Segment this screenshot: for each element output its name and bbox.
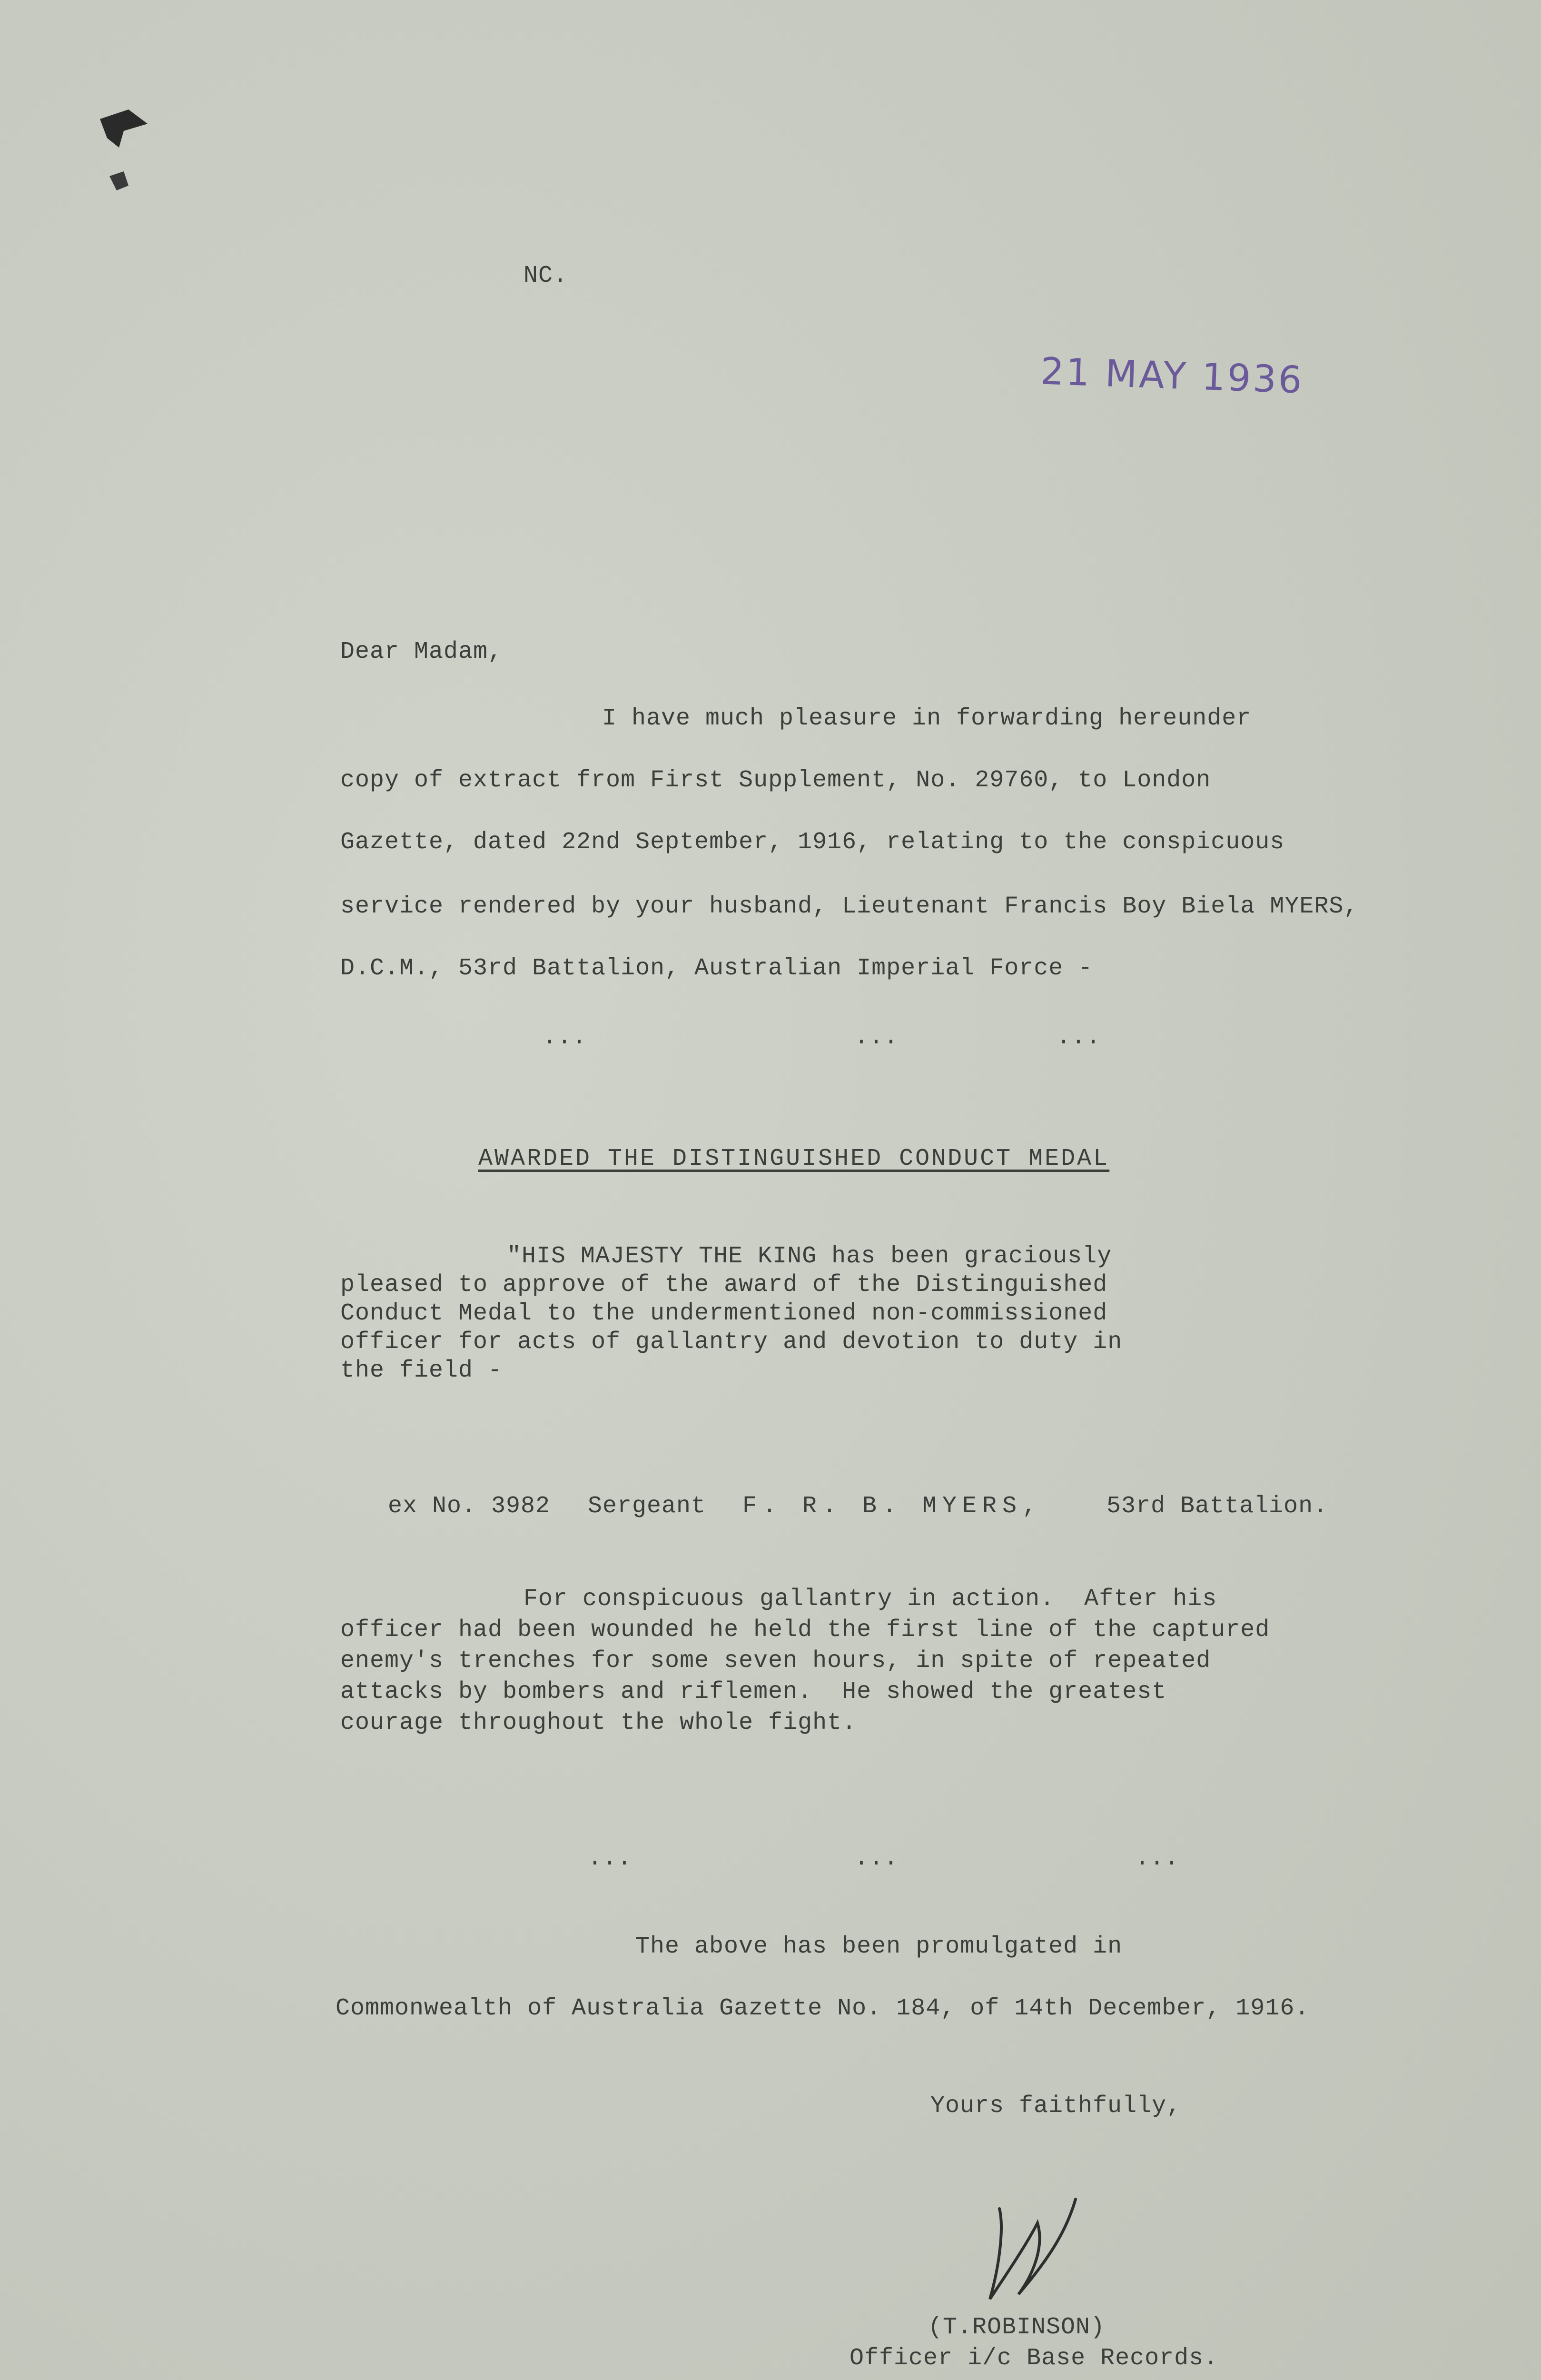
- ellipsis: ...: [854, 1845, 899, 1872]
- signatory-name: (T.ROBINSON): [928, 2314, 1106, 2341]
- promulgation-line: The above has been promulgated in: [635, 1933, 1123, 1960]
- ink-blot-mark: [90, 105, 157, 209]
- salutation: Dear Madam,: [340, 638, 503, 665]
- closing: Yours faithfully,: [930, 2092, 1182, 2120]
- citation-line: attacks by bombers and riflemen. He showed the greatest: [340, 1678, 1167, 1706]
- quote-line: pleased to approve of the award of the Distinguished: [340, 1271, 1108, 1299]
- citation-line: For conspicuous gallantry in action. After his: [524, 1586, 1217, 1613]
- ellipsis: ...: [1135, 1845, 1180, 1872]
- intro-line: Gazette, dated 22nd September, 1916, relating to the conspicuous: [340, 829, 1285, 856]
- citation-line: courage throughout the whole fight.: [340, 1709, 857, 1736]
- ellipsis: ...: [588, 1845, 632, 1872]
- quote-line: "HIS MAJESTY THE KING has been graciously: [507, 1243, 1112, 1270]
- recipient-unit: 53rd Battalion.: [1106, 1493, 1328, 1520]
- ellipsis: ...: [854, 1024, 899, 1051]
- recipient-rank: Sergeant: [588, 1493, 706, 1520]
- signature: [971, 2190, 1114, 2313]
- intro-line: I have much pleasure in forwarding hereunder: [602, 705, 1252, 732]
- recipient-name: F. R. B. MYERS,: [742, 1493, 1043, 1520]
- citation-line: officer had been wounded he held the first line of the captured: [340, 1616, 1270, 1644]
- reference-number: NC.: [524, 262, 568, 289]
- signatory-title: Officer i/c Base Records.: [850, 2345, 1219, 2372]
- recipient-number: ex No. 3982: [388, 1493, 551, 1520]
- intro-line: service rendered by your husband, Lieutenant Francis Boy Biela MYERS,: [340, 893, 1359, 920]
- award-heading: AWARDED THE DISTINGUISHED CONDUCT MEDAL: [478, 1145, 1110, 1172]
- intro-line: copy of extract from First Supplement, No. 29760, to London: [340, 767, 1211, 794]
- quote-line: Conduct Medal to the undermentioned non-commissioned: [340, 1300, 1108, 1327]
- promulgation-line: Commonwealth of Australia Gazette No. 184, of 14th December, 1916.: [336, 1995, 1310, 2022]
- intro-line: D.C.M., 53rd Battalion, Australian Imperial Force -: [340, 955, 1093, 982]
- date-stamp: 21 MAY 1936: [1039, 350, 1304, 402]
- quote-line: officer for acts of gallantry and devotion to duty in: [340, 1329, 1123, 1356]
- ellipsis: ...: [1057, 1024, 1101, 1051]
- ellipsis: ...: [543, 1024, 587, 1051]
- quote-line: the field -: [340, 1357, 503, 1384]
- citation-line: enemy's trenches for some seven hours, in spite of repeated: [340, 1647, 1211, 1675]
